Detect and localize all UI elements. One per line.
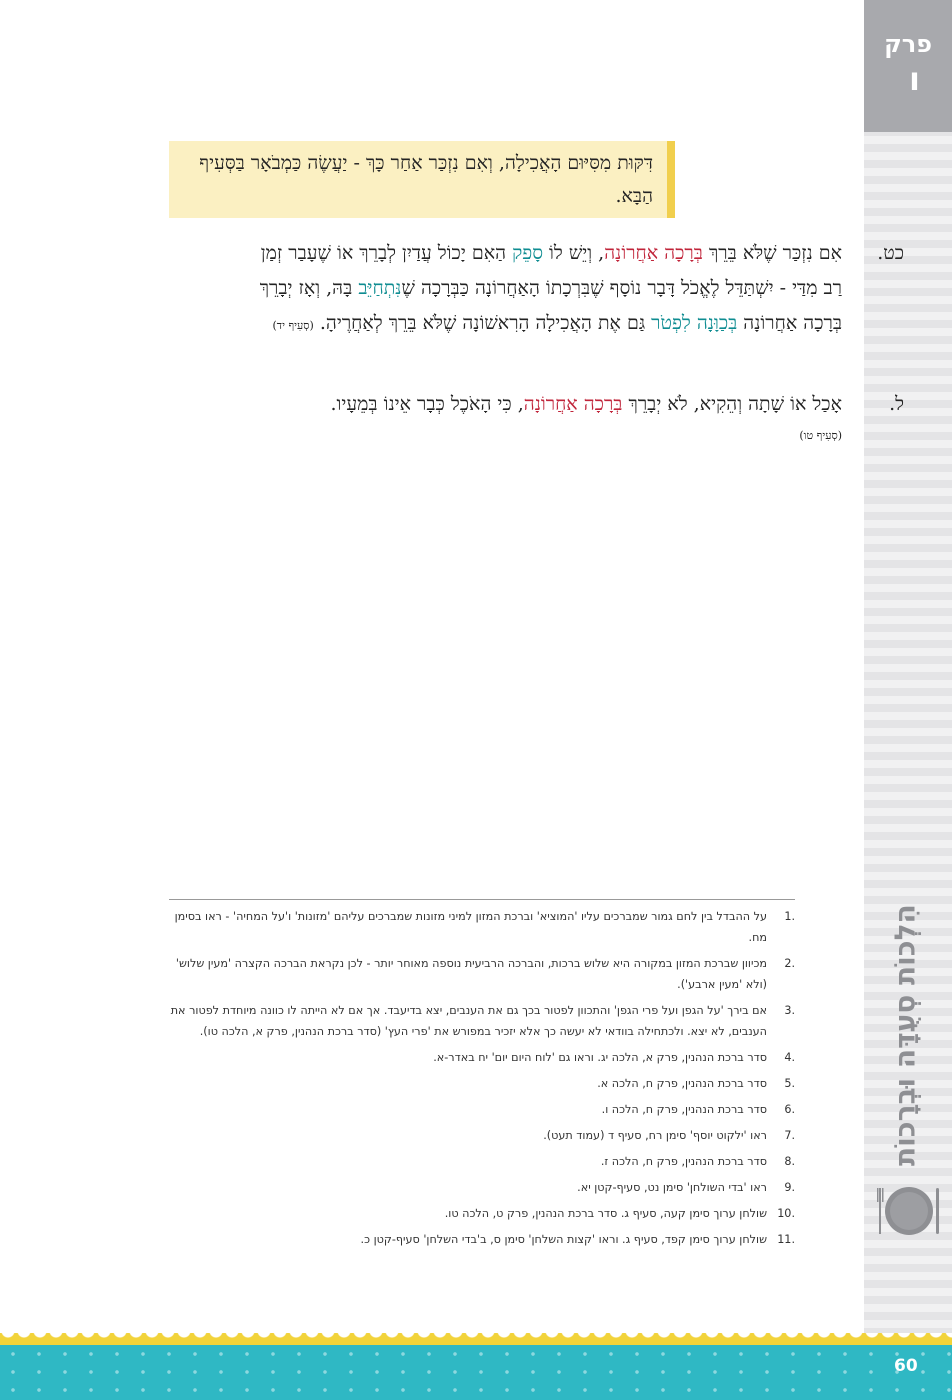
text-run: אִם נִזְכַּר שֶׁלֹּא בֵּרֵךְ [702, 242, 842, 264]
footnote-text: על ההבדל בין לחם גמור שמברכים עליו 'המוציא' וברכת המזון למיני מזונות שמברכים עליהם 'מזונות' ו'על המחיה' - ראו בסימן מח. [174, 910, 767, 944]
footnote-text: סדר ברכת הנהנין, פרק ח, הלכה ו. [601, 1103, 767, 1116]
footnote [169, 1203, 795, 1224]
text-run: גַּם אֶת הָאֲכִילָה הָרִאשׁוֹנָה שֶׁלֹּא בֵּרֵךְ לְאַחֲרֶיהָ. [313, 312, 652, 334]
footnote-number: .10 [777, 1207, 795, 1220]
footnote-text: ראו 'בדי השולחן' סימן נט, סעיף-קטן יא. [577, 1181, 767, 1194]
footnote-text: שולחן ערוך סימן קעה, סעיף ג. סדר ברכת הנהנין, פרק ט, הלכה טו. [444, 1207, 767, 1220]
footnote [169, 953, 795, 995]
footnote [169, 906, 795, 948]
text-run: , וְיֵשׁ לוֹ [543, 242, 605, 264]
footnote-number: .3 [784, 1004, 795, 1017]
highlight-term: בְּרָכָה אַחֲרוֹנָה [604, 242, 703, 264]
footnote [169, 1177, 795, 1198]
footnote-text: סדר ברכת הנהנין, פרק ח, הלכה ז. [600, 1155, 767, 1168]
footnote [169, 1073, 795, 1094]
footnote-text: ראו 'ילקוט יוסף' סימן רח, סעיף ד (עמוד תעט). [543, 1129, 767, 1142]
footnote-number: .5 [784, 1077, 795, 1090]
chapter-label: פרק [884, 30, 932, 58]
note-text: דִּקּוּת מִסִּיּוּם הָאֲכִילָה, וְאִם נִזְכַּר אַחַר כָּךְ - יַעֲשֶׂה כַּמְבֹאָר בַּסְּעִיף הַבָּא. [199, 152, 653, 207]
footnote-divider [169, 899, 795, 900]
highlight-term: נִּתְחַיֵּב [358, 277, 402, 299]
note-box [169, 141, 675, 218]
footnote-number: .2 [784, 957, 795, 970]
footnote [169, 1000, 795, 1042]
footnote-text: אם בירך 'על הגפן ועל פרי הגפן' והתכוון לפטור בכך גם את הענבים, יצא בדיעבד. אך אם לא הייתה לו כוונה מיוחדת לפטור את הענבים, לא יצא. ולכתחילה בוודאי לא יעשה כך אלא יזכיר במפורש את 'פרי העץ' (סדר ברכת הנהנין, פרק א, הלכה טו). [170, 1004, 767, 1038]
footnote-number: .4 [784, 1051, 795, 1064]
halacha-number: ל. [889, 393, 904, 415]
book-title: הִלְכוֹת סְעֻדָּה וּבְרָכוֹת [888, 904, 922, 1166]
footnote [169, 1229, 795, 1250]
plate-icon [876, 1182, 942, 1240]
text-run: אָכַל אוֹ שָׁתָה וְהֵקִיא, לֹא יְבָרֵךְ [622, 393, 842, 415]
footnote [169, 1099, 795, 1120]
page-number: 60 [894, 1356, 918, 1376]
text-run: , כִּי הָאֹכֶל כְּבָר אֵינוֹ בְּמֵעָיו. [330, 393, 524, 415]
highlight-term: בְּרָכָה אַחֲרוֹנָה [523, 393, 623, 415]
footnote-text: מכיוון שברכת המזון במקורה היא שלוש ברכות, והברכה הרביעית נוספה מאוחר יותר - לכן נקראת הברכה הקצרה 'מעין שלוש' (ולא 'מעין ארבע'). [175, 957, 767, 991]
footnote-number: .7 [784, 1129, 795, 1142]
footnote [169, 1125, 795, 1146]
footnote-text: שולחן ערוך סימן קפד, סעיף ג. וראו 'קצות השלחן' סימן ס, ב'בדי השלחן' סעיף-קטן כ. [360, 1233, 767, 1246]
source-ref: (סְעִיף טו) [799, 429, 842, 442]
halacha-number: כט. [877, 242, 904, 264]
footnote-text: סדר ברכת הנהנין, פרק א, הלכה יג. וראו גם 'לוח היום יום' יח באדר-א. [433, 1051, 767, 1064]
bottom-band [0, 1345, 952, 1400]
footnote [169, 1151, 795, 1172]
footnote-number: .1 [784, 910, 795, 923]
halacha-30 [257, 387, 904, 446]
footnote-number: .8 [784, 1155, 795, 1168]
footnote [169, 1047, 795, 1068]
footnote-number: .11 [777, 1233, 795, 1246]
footnotes [169, 906, 795, 1255]
chapter-tab [864, 0, 952, 132]
text-run: בָּהּ, וְאָז יְבָרֵךְ בְּרָכָה אַחֲרוֹנָה [259, 277, 842, 334]
text-run: הַאִם יָכוֹל עֲדַיִן לְבָרֵךְ אוֹ שֶׁעָבַר זְמַן רַב מִדַּי - יִשְׁתַּדֵּל לֶאֱכֹל דָּבָר נוֹסָף שֶׁבִּרְכָתוֹ הָאַחֲרוֹנָה כַּבְּרָכָה שֶׁ [260, 242, 842, 299]
footnote-number: .9 [784, 1181, 795, 1194]
chapter-number: ו [909, 60, 920, 98]
footnote-text: סדר ברכת הנהנין, פרק ח, הלכה א. [597, 1077, 767, 1090]
footnote-number: .6 [784, 1103, 795, 1116]
highlight-term: בְּכַוָּנָה לִפְטֹר [651, 312, 738, 334]
halacha-29 [257, 236, 904, 343]
highlight-term: סָפֵק [512, 242, 544, 264]
source-ref: (סְעִיף יד) [272, 319, 314, 332]
